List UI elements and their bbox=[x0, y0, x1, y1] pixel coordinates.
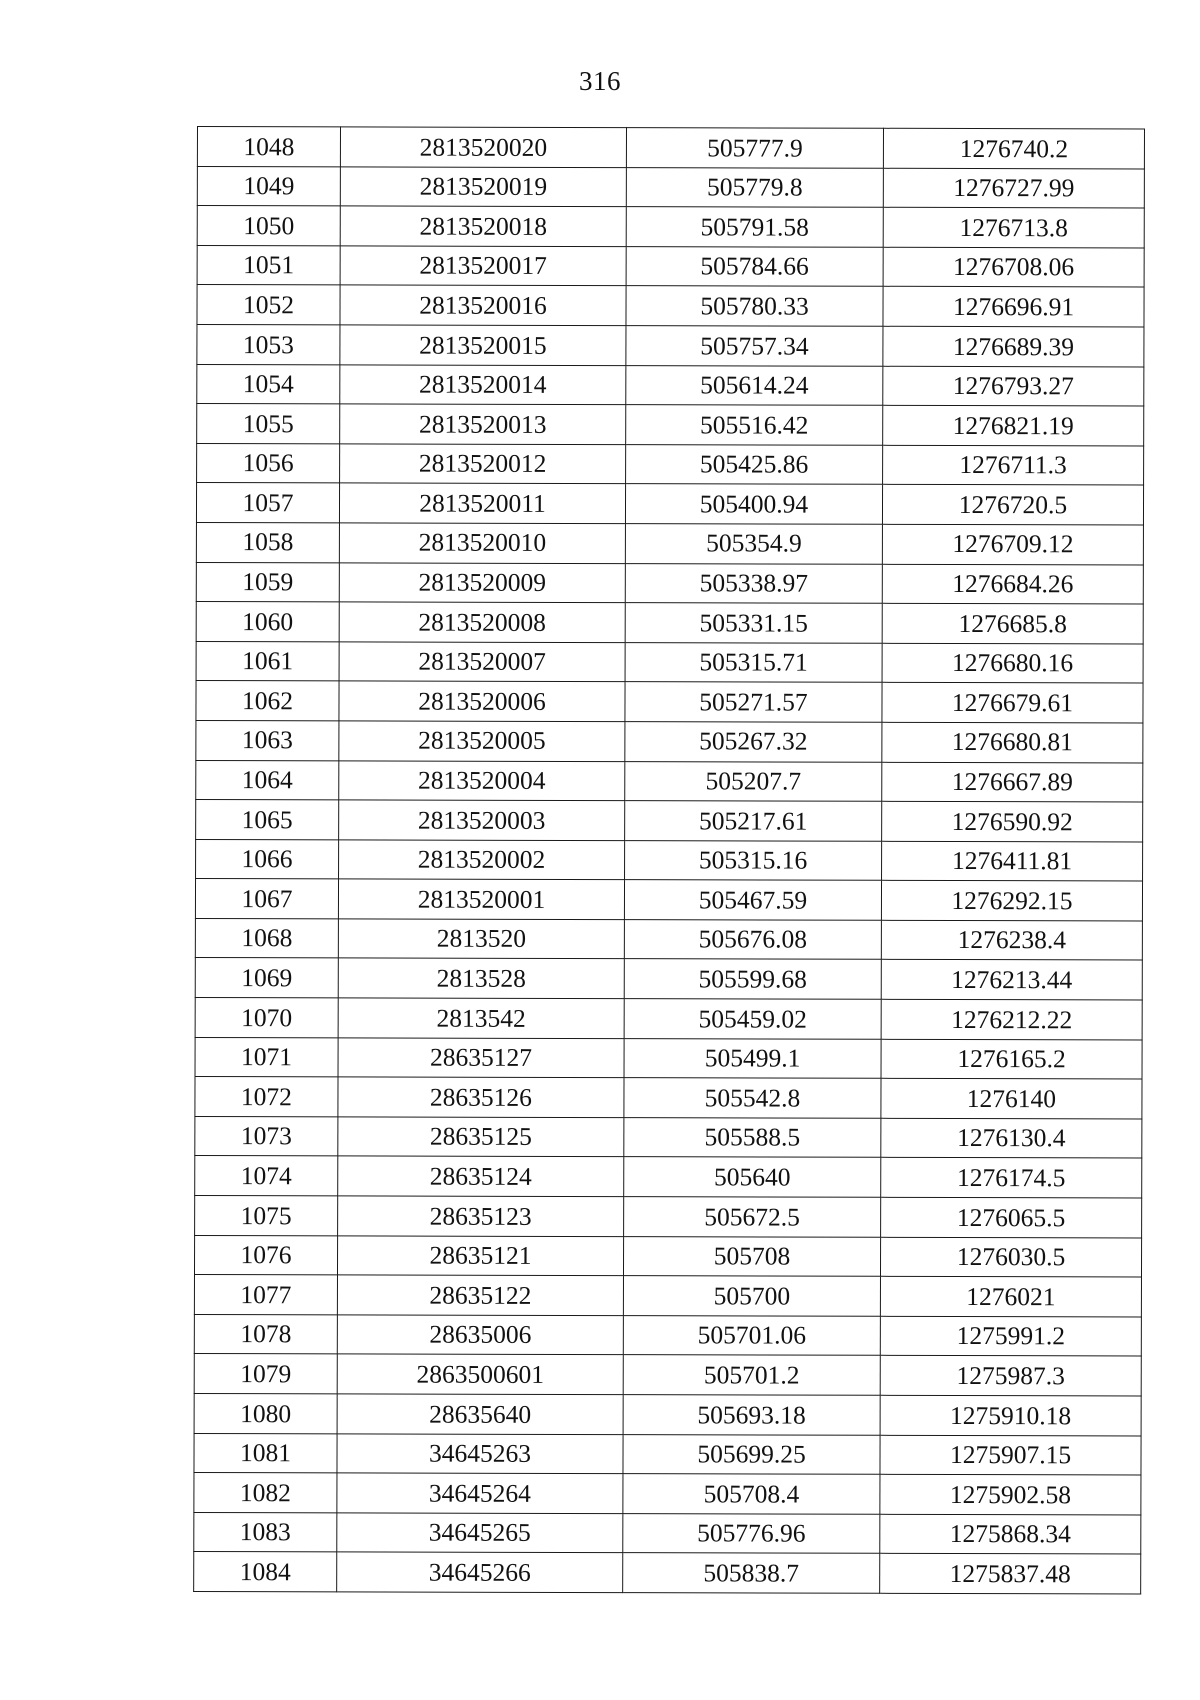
y-coordinate-cell: 1276030.5 bbox=[880, 1237, 1141, 1277]
x-coordinate-cell: 505467.59 bbox=[624, 880, 881, 920]
x-coordinate-cell: 505315.71 bbox=[625, 642, 882, 682]
point-id-cell: 2813542 bbox=[338, 998, 624, 1038]
point-id-cell: 2813520003 bbox=[339, 800, 625, 840]
y-coordinate-cell: 1275837.48 bbox=[880, 1554, 1141, 1594]
y-coordinate-cell: 1276685.8 bbox=[882, 603, 1143, 643]
table-row bbox=[196, 681, 1143, 723]
x-coordinate-cell: 505700 bbox=[623, 1276, 880, 1316]
y-coordinate-cell: 1276667.89 bbox=[882, 762, 1143, 802]
point-id-cell: 28635127 bbox=[338, 1038, 624, 1078]
table-row bbox=[195, 1116, 1142, 1158]
x-coordinate-cell: 505516.42 bbox=[626, 405, 883, 445]
y-coordinate-cell: 1276679.61 bbox=[882, 683, 1143, 723]
point-id-cell: 34645264 bbox=[337, 1473, 623, 1513]
table-row bbox=[197, 245, 1144, 287]
row-index-cell: 1053 bbox=[197, 324, 340, 364]
x-coordinate-cell: 505701.06 bbox=[623, 1315, 880, 1355]
y-coordinate-cell: 1276065.5 bbox=[881, 1197, 1142, 1237]
table-row bbox=[195, 998, 1142, 1040]
y-coordinate-cell: 1276709.12 bbox=[882, 524, 1143, 564]
table-row bbox=[197, 364, 1144, 406]
row-index-cell: 1075 bbox=[195, 1196, 338, 1236]
row-index-cell: 1061 bbox=[196, 641, 339, 681]
x-coordinate-cell: 505207.7 bbox=[625, 761, 882, 801]
y-coordinate-cell: 1276740.2 bbox=[883, 128, 1144, 168]
y-coordinate-cell: 1276590.92 bbox=[882, 801, 1143, 841]
point-id-cell: 2863500601 bbox=[337, 1354, 623, 1394]
y-coordinate-cell: 1276213.44 bbox=[881, 960, 1142, 1000]
x-coordinate-cell: 505779.8 bbox=[626, 167, 883, 207]
coordinates-table-container bbox=[193, 126, 1144, 1594]
row-index-cell: 1077 bbox=[194, 1275, 337, 1315]
table-row bbox=[194, 1275, 1141, 1317]
point-id-cell: 28635125 bbox=[338, 1117, 624, 1157]
table-row bbox=[196, 602, 1143, 644]
table-row bbox=[197, 166, 1144, 208]
row-index-cell: 1054 bbox=[197, 364, 340, 404]
x-coordinate-cell: 505701.2 bbox=[623, 1355, 880, 1395]
point-id-cell: 34645263 bbox=[337, 1433, 623, 1473]
x-coordinate-cell: 505693.18 bbox=[623, 1395, 880, 1435]
x-coordinate-cell: 505784.66 bbox=[626, 246, 883, 286]
table-row bbox=[196, 720, 1143, 762]
row-index-cell: 1080 bbox=[194, 1393, 337, 1433]
x-coordinate-cell: 505757.34 bbox=[626, 326, 883, 366]
x-coordinate-cell: 505676.08 bbox=[624, 919, 881, 959]
row-index-cell: 1083 bbox=[194, 1512, 337, 1552]
x-coordinate-cell: 505400.94 bbox=[625, 484, 882, 524]
table-row bbox=[195, 958, 1142, 1000]
x-coordinate-cell: 505425.86 bbox=[626, 444, 883, 484]
point-id-cell: 2813520009 bbox=[339, 562, 625, 602]
row-index-cell: 1068 bbox=[195, 918, 338, 958]
table-row bbox=[196, 483, 1143, 525]
row-index-cell: 1066 bbox=[196, 839, 339, 879]
table-row bbox=[196, 562, 1143, 604]
y-coordinate-cell: 1276212.22 bbox=[881, 999, 1142, 1039]
row-index-cell: 1057 bbox=[196, 483, 339, 523]
point-id-cell: 2813520016 bbox=[340, 285, 626, 325]
y-coordinate-cell: 1276238.4 bbox=[881, 920, 1142, 960]
table-row bbox=[194, 1314, 1141, 1356]
row-index-cell: 1064 bbox=[196, 760, 339, 800]
point-id-cell: 2813520012 bbox=[340, 444, 626, 484]
point-id-cell: 2813520008 bbox=[339, 602, 625, 642]
point-id-cell: 2813520010 bbox=[339, 523, 625, 563]
y-coordinate-cell: 1276165.2 bbox=[881, 1039, 1142, 1079]
table-row bbox=[194, 1433, 1141, 1475]
table-row bbox=[195, 1156, 1142, 1198]
row-index-cell: 1074 bbox=[195, 1156, 338, 1196]
y-coordinate-cell: 1275907.15 bbox=[880, 1435, 1141, 1475]
y-coordinate-cell: 1276174.5 bbox=[881, 1158, 1142, 1198]
y-coordinate-cell: 1276684.26 bbox=[882, 564, 1143, 604]
row-index-cell: 1076 bbox=[194, 1235, 337, 1275]
table-row bbox=[197, 404, 1144, 446]
y-coordinate-cell: 1276140 bbox=[881, 1079, 1142, 1119]
row-index-cell: 1051 bbox=[197, 245, 340, 285]
point-id-cell: 28635124 bbox=[338, 1156, 624, 1196]
point-id-cell: 2813520018 bbox=[340, 206, 626, 246]
y-coordinate-cell: 1276680.81 bbox=[882, 722, 1143, 762]
table-row bbox=[197, 206, 1144, 248]
y-coordinate-cell: 1276720.5 bbox=[882, 485, 1143, 525]
point-id-cell: 2813528 bbox=[338, 958, 624, 998]
x-coordinate-cell: 505708.4 bbox=[623, 1474, 880, 1514]
y-coordinate-cell: 1276680.16 bbox=[882, 643, 1143, 683]
x-coordinate-cell: 505354.9 bbox=[625, 524, 882, 564]
table-row bbox=[196, 800, 1143, 842]
point-id-cell: 2813520007 bbox=[339, 642, 625, 682]
x-coordinate-cell: 505614.24 bbox=[626, 365, 883, 405]
y-coordinate-cell: 1276727.99 bbox=[883, 168, 1144, 208]
point-id-cell: 34645265 bbox=[337, 1513, 623, 1553]
point-id-cell: 2813520005 bbox=[339, 721, 625, 761]
x-coordinate-cell: 505708 bbox=[623, 1236, 880, 1276]
x-coordinate-cell: 505699.25 bbox=[623, 1434, 880, 1474]
table-row bbox=[196, 839, 1143, 881]
y-coordinate-cell: 1276411.81 bbox=[882, 841, 1143, 881]
x-coordinate-cell: 505777.9 bbox=[626, 128, 883, 168]
x-coordinate-cell: 505315.16 bbox=[625, 840, 882, 880]
x-coordinate-cell: 505640 bbox=[624, 1157, 881, 1197]
y-coordinate-cell: 1276711.3 bbox=[883, 445, 1144, 485]
table-row bbox=[196, 641, 1143, 683]
table-row bbox=[195, 918, 1142, 960]
table-row bbox=[197, 127, 1144, 169]
page-number: 316 bbox=[579, 66, 621, 96]
row-index-cell: 1055 bbox=[197, 404, 340, 444]
y-coordinate-cell: 1275910.18 bbox=[880, 1395, 1141, 1435]
y-coordinate-cell: 1276821.19 bbox=[883, 405, 1144, 445]
y-coordinate-cell: 1275868.34 bbox=[880, 1514, 1141, 1554]
point-id-cell: 2813520017 bbox=[340, 246, 626, 286]
x-coordinate-cell: 505331.15 bbox=[625, 603, 882, 643]
y-coordinate-cell: 1276708.06 bbox=[883, 247, 1144, 287]
x-coordinate-cell: 505271.57 bbox=[625, 682, 882, 722]
table-row bbox=[194, 1235, 1141, 1277]
row-index-cell: 1059 bbox=[196, 562, 339, 602]
row-index-cell: 1050 bbox=[197, 206, 340, 246]
row-index-cell: 1084 bbox=[194, 1552, 337, 1592]
point-id-cell: 2813520015 bbox=[340, 325, 626, 365]
x-coordinate-cell: 505838.7 bbox=[623, 1553, 880, 1593]
row-index-cell: 1078 bbox=[194, 1314, 337, 1354]
point-id-cell: 2813520004 bbox=[339, 760, 625, 800]
row-index-cell: 1056 bbox=[197, 443, 340, 483]
table-row bbox=[194, 1473, 1141, 1515]
row-index-cell: 1060 bbox=[196, 602, 339, 642]
y-coordinate-cell: 1276696.91 bbox=[883, 287, 1144, 327]
x-coordinate-cell: 505338.97 bbox=[625, 563, 882, 603]
x-coordinate-cell: 505217.61 bbox=[625, 801, 882, 841]
point-id-cell: 28635123 bbox=[338, 1196, 624, 1236]
x-coordinate-cell: 505267.32 bbox=[625, 722, 882, 762]
point-id-cell: 2813520001 bbox=[338, 879, 624, 919]
y-coordinate-cell: 1275991.2 bbox=[880, 1316, 1141, 1356]
table-row bbox=[195, 879, 1142, 921]
row-index-cell: 1070 bbox=[195, 998, 338, 1038]
point-id-cell: 2813520 bbox=[338, 919, 624, 959]
point-id-cell: 28635640 bbox=[337, 1394, 623, 1434]
x-coordinate-cell: 505588.5 bbox=[624, 1117, 881, 1157]
x-coordinate-cell: 505780.33 bbox=[626, 286, 883, 326]
table-row bbox=[196, 760, 1143, 802]
point-id-cell: 2813520019 bbox=[340, 166, 626, 206]
row-index-cell: 1072 bbox=[195, 1077, 338, 1117]
point-id-cell: 2813520013 bbox=[340, 404, 626, 444]
row-index-cell: 1079 bbox=[194, 1354, 337, 1394]
row-index-cell: 1071 bbox=[195, 1037, 338, 1077]
point-id-cell: 2813520014 bbox=[340, 364, 626, 404]
table-row bbox=[197, 443, 1144, 485]
coordinates-table bbox=[193, 126, 1145, 1594]
row-index-cell: 1081 bbox=[194, 1433, 337, 1473]
point-id-cell: 28635121 bbox=[337, 1235, 623, 1275]
y-coordinate-cell: 1275902.58 bbox=[880, 1474, 1141, 1514]
x-coordinate-cell: 505499.1 bbox=[624, 1038, 881, 1078]
row-index-cell: 1067 bbox=[195, 879, 338, 919]
point-id-cell: 2813520011 bbox=[339, 483, 625, 523]
point-id-cell: 34645266 bbox=[337, 1552, 623, 1592]
table-row bbox=[195, 1037, 1142, 1079]
table-body bbox=[194, 127, 1145, 1594]
y-coordinate-cell: 1276689.39 bbox=[883, 326, 1144, 366]
y-coordinate-cell: 1276021 bbox=[880, 1277, 1141, 1317]
point-id-cell: 28635126 bbox=[338, 1077, 624, 1117]
x-coordinate-cell: 505599.68 bbox=[624, 959, 881, 999]
row-index-cell: 1073 bbox=[195, 1116, 338, 1156]
x-coordinate-cell: 505776.96 bbox=[623, 1513, 880, 1553]
x-coordinate-cell: 505459.02 bbox=[624, 999, 881, 1039]
x-coordinate-cell: 505542.8 bbox=[624, 1078, 881, 1118]
row-index-cell: 1062 bbox=[196, 681, 339, 721]
table-row bbox=[194, 1552, 1141, 1594]
point-id-cell: 2813520020 bbox=[340, 127, 626, 167]
row-index-cell: 1065 bbox=[196, 800, 339, 840]
y-coordinate-cell: 1276793.27 bbox=[883, 366, 1144, 406]
table-row bbox=[195, 1196, 1142, 1238]
table-row bbox=[194, 1354, 1141, 1396]
row-index-cell: 1052 bbox=[197, 285, 340, 325]
point-id-cell: 28635122 bbox=[337, 1275, 623, 1315]
table-row bbox=[194, 1393, 1141, 1435]
row-index-cell: 1048 bbox=[197, 127, 340, 167]
y-coordinate-cell: 1276292.15 bbox=[881, 881, 1142, 921]
table-row bbox=[195, 1077, 1142, 1119]
row-index-cell: 1082 bbox=[194, 1473, 337, 1513]
table-row bbox=[197, 324, 1144, 366]
point-id-cell: 2813520002 bbox=[339, 840, 625, 880]
table-row bbox=[197, 285, 1144, 327]
table-row bbox=[194, 1512, 1141, 1554]
y-coordinate-cell: 1276713.8 bbox=[883, 207, 1144, 247]
y-coordinate-cell: 1276130.4 bbox=[881, 1118, 1142, 1158]
y-coordinate-cell: 1275987.3 bbox=[880, 1356, 1141, 1396]
row-index-cell: 1058 bbox=[196, 522, 339, 562]
table-row bbox=[196, 522, 1143, 564]
row-index-cell: 1069 bbox=[195, 958, 338, 998]
x-coordinate-cell: 505672.5 bbox=[624, 1197, 881, 1237]
point-id-cell: 28635006 bbox=[337, 1315, 623, 1355]
x-coordinate-cell: 505791.58 bbox=[626, 207, 883, 247]
row-index-cell: 1063 bbox=[196, 720, 339, 760]
row-index-cell: 1049 bbox=[197, 166, 340, 206]
point-id-cell: 2813520006 bbox=[339, 681, 625, 721]
